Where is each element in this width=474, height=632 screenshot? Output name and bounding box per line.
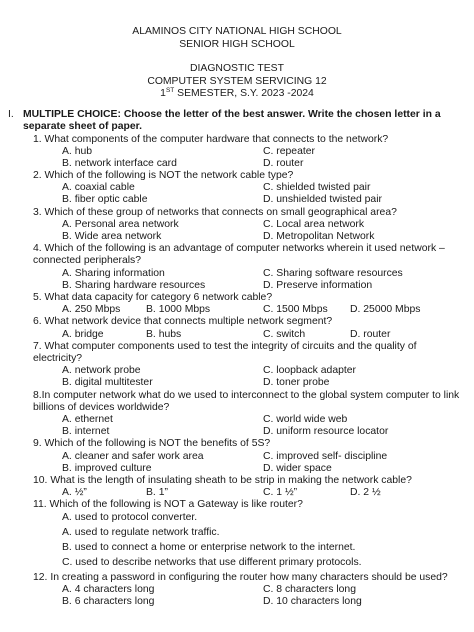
question-item [33, 572, 466, 609]
option-row [33, 542, 466, 557]
answer-option: B. fiber optic cable [62, 194, 148, 206]
answer-option: D. toner probe [263, 377, 330, 389]
answer-option: A. coaxial cable [62, 182, 135, 194]
answer-option: B. Sharing hardware resources [62, 279, 206, 291]
question-stem: 11. Which of the following is NOT a Gateway is like router? [33, 499, 303, 511]
question-item [33, 170, 466, 207]
option-row [33, 231, 466, 243]
option-row [33, 426, 466, 438]
option-row [33, 557, 466, 572]
question-item [33, 390, 466, 439]
answer-option: A. used to protocol converter. [62, 511, 198, 523]
question-stem: 10. What is the length of insulating sheath to be strip in making the network cable? [33, 474, 412, 486]
subject-title: COMPUTER SYSTEM SERVICING 12 [147, 75, 327, 87]
question-stem: 12. In creating a password in configuring the router how many characters should be used? [33, 571, 448, 583]
option-row [33, 584, 466, 596]
option-row [33, 219, 466, 231]
answer-option: C. loopback adapter [263, 365, 356, 377]
answer-option: D. 10 characters long [263, 595, 362, 607]
test-title: DIAGNOSTIC TEST [190, 63, 284, 74]
answer-option: A. bridge [62, 328, 104, 340]
option-row [33, 194, 466, 206]
answer-option: A. 250 Mbps [62, 304, 121, 316]
answer-option: D. wider space [263, 462, 332, 474]
answer-option: B. 6 characters long [62, 595, 155, 607]
answer-option: D. router [263, 157, 304, 169]
answer-option: A. cleaner and safer work area [62, 450, 204, 462]
answer-option: B. Wide area network [62, 231, 162, 243]
instruction-text: : Choose the letter of the best answer. Write the chosen letter in a separate sheet of paper. [23, 108, 441, 132]
answer-option: C. used to describe networks that use different primary protocols. [62, 556, 362, 568]
answer-option: C. 1 ½” [263, 487, 298, 499]
answer-option: C. repeater [263, 145, 315, 157]
question-item [33, 499, 466, 571]
answer-option: B. network interface card [62, 157, 177, 169]
question-stem: 6. What network device that connects multiple network segment? [33, 316, 333, 328]
answer-option: C. world wide web [263, 413, 348, 425]
section-numeral: I. [8, 108, 14, 120]
option-row [33, 329, 466, 341]
answer-option: A. Sharing information [62, 267, 165, 279]
answer-option: B. digital multitester [62, 377, 153, 389]
section-instructions [8, 108, 468, 134]
option-row [33, 487, 466, 499]
option-row [33, 414, 466, 426]
answer-option: C. switch [263, 328, 306, 340]
answer-option: D. Preserve information [263, 279, 373, 291]
document-header [0, 26, 474, 101]
answer-option: A. ½” [62, 487, 87, 499]
section-title: MULTIPLE CHOICE [23, 108, 118, 120]
answer-option: A. ethernet [62, 413, 113, 425]
school-division: SENIOR HIGH SCHOOL [179, 38, 295, 50]
option-row [33, 146, 466, 158]
answer-option: C. Local area network [263, 218, 365, 230]
answer-option: A. used to regulate network traffic. [62, 526, 220, 538]
school-name: ALAMINOS CITY NATIONAL HIGH SCHOOL [132, 26, 342, 37]
question-stem: 4. Which of the following is an advantage of computer networks wherein it used network – connected peripherals? [33, 243, 445, 267]
answer-option: B. used to connect a home or enterprise network to the internet. [62, 541, 356, 553]
answer-option: C. shielded twisted pair [263, 182, 371, 194]
answer-option: C. improved self- discipline [263, 450, 388, 462]
question-stem: 7. What computer components used to test the integrity of circuits and the quality of electricity? [33, 340, 417, 364]
question-stem: 9. Which of the following is NOT the benefits of 5S? [33, 438, 271, 450]
question-list [0, 134, 474, 609]
option-row [33, 377, 466, 389]
semester-suffix: ST [165, 87, 175, 94]
question-item [33, 341, 466, 390]
answer-option: C. 1500 Mbps [263, 304, 328, 316]
option-row [33, 365, 466, 377]
answer-option: B. 1” [146, 487, 168, 499]
answer-option: D. 25000 Mbps [350, 304, 421, 316]
question-stem: 5. What data capacity for category 6 network cable? [33, 292, 273, 304]
answer-option: D. router [350, 328, 391, 340]
answer-option: A. network probe [62, 365, 141, 377]
option-row [33, 182, 466, 194]
answer-option: C. Sharing software resources [263, 267, 403, 279]
answer-option: C. 8 characters long [263, 583, 356, 595]
option-row [33, 304, 466, 316]
answer-option: B. 1000 Mbps [146, 304, 211, 316]
question-item [33, 438, 466, 475]
option-row [33, 268, 466, 280]
question-stem: 8.In computer network what do we used to interconnect to the global system computer to link billions of devices worldwide? [33, 389, 460, 413]
question-stem: 2. Which of the following is NOT the network cable type? [33, 170, 294, 182]
semester-text: SEMESTER, S.Y. 2023 -2024 [174, 88, 314, 99]
answer-option: A. Personal area network [62, 218, 179, 230]
option-row [33, 463, 466, 475]
question-stem: 3. Which of these group of networks that connects on small geographical area? [33, 206, 397, 218]
semester-number: 1 [160, 88, 166, 99]
option-row [33, 596, 466, 608]
question-item [33, 475, 466, 499]
question-item [33, 292, 466, 316]
answer-option: D. unshielded twisted pair [263, 194, 382, 206]
answer-option: B. hubs [146, 328, 182, 340]
answer-option: D. uniform resource locator [263, 426, 389, 438]
semester-line [0, 88, 474, 101]
answer-option: A. hub [62, 145, 93, 157]
question-item [33, 316, 466, 340]
question-item [33, 207, 466, 244]
option-row [33, 451, 466, 463]
question-stem: 1. What components of the computer hardware that connects to the network? [33, 133, 389, 145]
option-row [33, 158, 466, 170]
option-row [33, 280, 466, 292]
answer-option: A. 4 characters long [62, 583, 155, 595]
question-item [33, 243, 466, 292]
answer-option: D. Metropolitan Network [263, 231, 375, 243]
option-row [33, 512, 466, 527]
answer-option: B. improved culture [62, 462, 152, 474]
answer-option: D. 2 ½ [350, 487, 381, 499]
option-row [33, 527, 466, 542]
answer-option: B. internet [62, 426, 110, 438]
question-item [33, 134, 466, 171]
